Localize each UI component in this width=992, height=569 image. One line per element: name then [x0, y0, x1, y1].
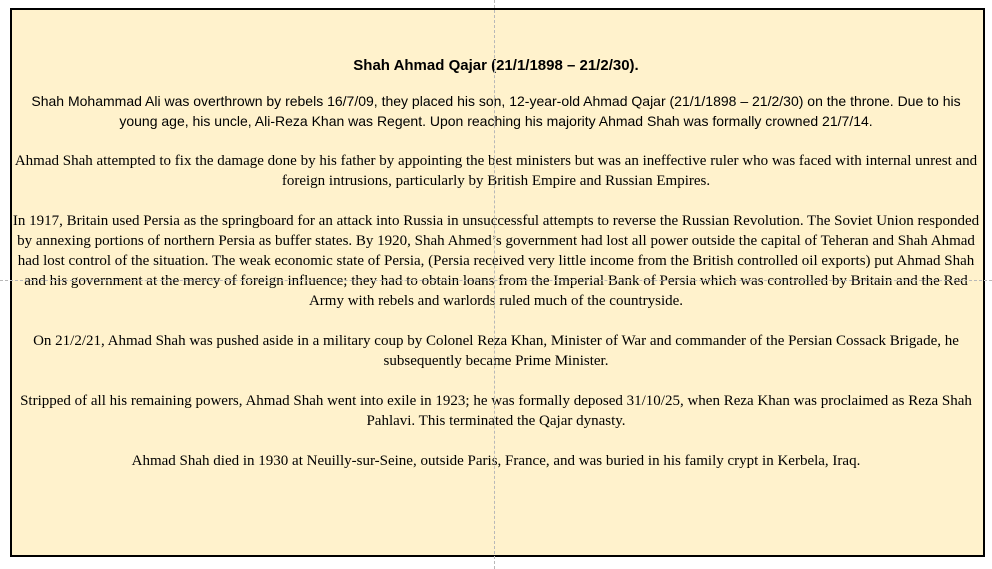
paragraph-1: Shah Mohammad Ali was overthrown by rebels 16/7/09, they placed his son, 12-year-old Ahmad Qajar (21/1/1898 – 21/2/30) on the throne. Due to his young age, his uncle, Ali-Reza Khan was Regent. Upon reaching his majority Ahmad Shah was formally crowned 21/7/14.: [31, 93, 961, 129]
horizontal-guide-line: [0, 280, 992, 281]
paragraph-6: Ahmad Shah died in 1930 at Neuilly-sur-Seine, outside Paris, France, and was buried in his family crypt in Kerbela, Iraq.: [131, 453, 861, 469]
paragraph-3: In 1917, Britain used Persia as the springboard for an attack into Russia in unsuccessful attempts to reverse the Russian Revolution. The Soviet Union responded by annexing portions of northern Persia as buffer states. By 1920, Shah Ahmed’s government had lost all power outside the capital of Teheran and Shah Ahmad had lost control of the situation. The weak economic state of Persia, (Persia received very little income from the British controlled oil exports) put Ahmad Shah and his government at the mercy of foreign influence; they had to obtain loans from the Imperial Bank of Persia which was controlled by Britain and the Red Army with rebels and warlords ruled much of the countryside.: [12, 213, 980, 309]
paragraph-5: Stripped of all his remaining powers, Ahmad Shah went into exile in 1923; he was formally deposed 31/10/25, when Reza Khan was proclaimed as Reza Shah Pahlavi. This terminated the Qajar dynasty.: [20, 393, 972, 429]
document-title: Shah Ahmad Qajar (21/1/1898 – 21/2/30).: [353, 57, 639, 74]
paragraph-2: Ahmad Shah attempted to fix the damage done by his father by appointing the best ministers but was an ineffective ruler who was faced with internal unrest and foreign intrusions, particularly by British Empire and Russian Empires.: [14, 153, 978, 189]
paragraph-4: On 21/2/21, Ahmad Shah was pushed aside in a military coup by Colonel Reza Khan, Minister of War and commander of the Persian Cossack Brigade, he subsequently became Prime Minister.: [33, 333, 959, 369]
vertical-guide-line: [494, 0, 495, 569]
document-content: [12, 56, 980, 491]
